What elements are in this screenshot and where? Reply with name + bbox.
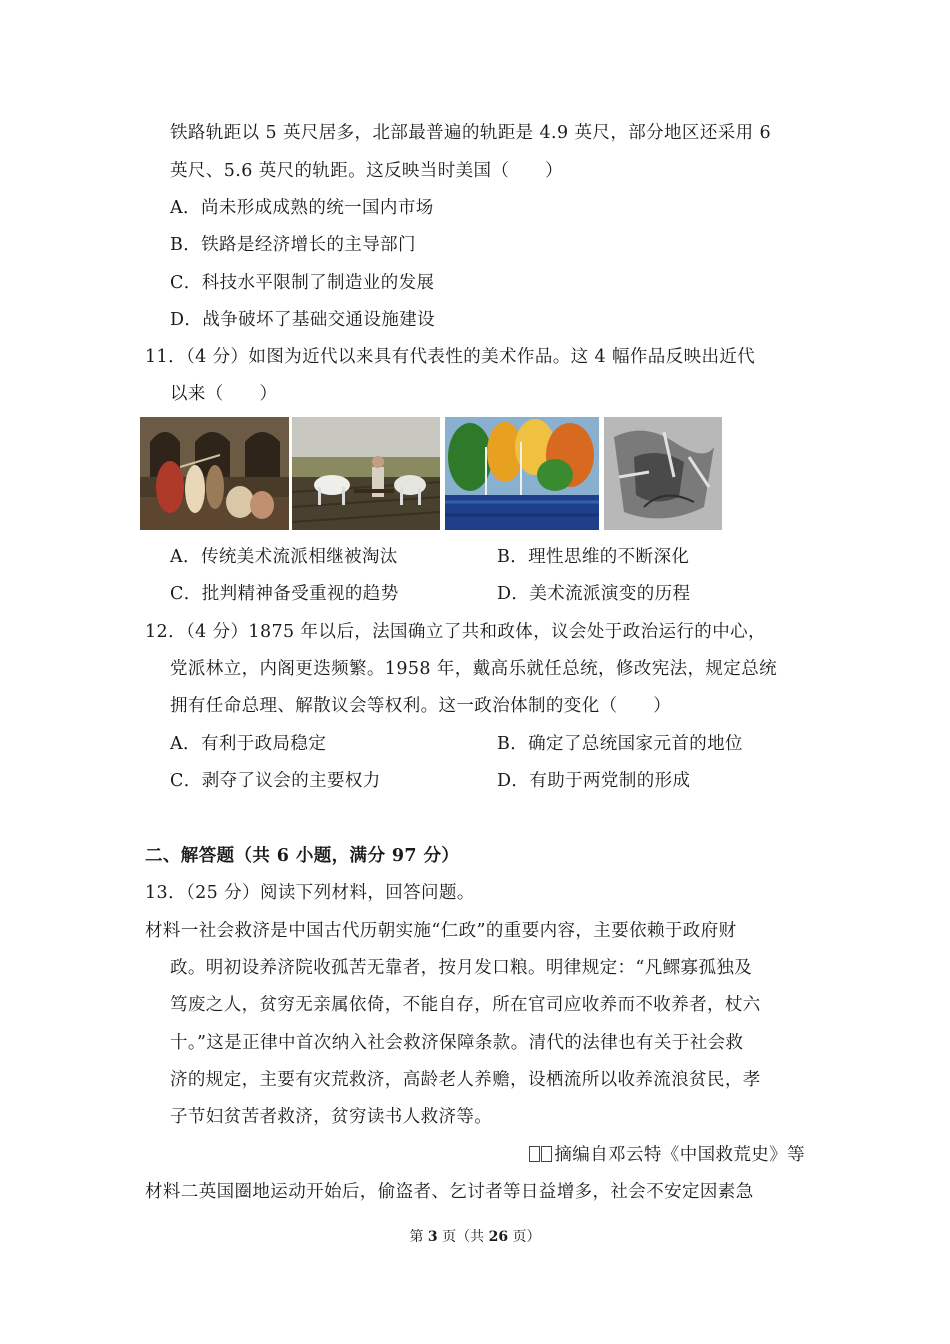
q13-material1-line-3: 笃废之人，贫穷无亲属依倚，不能自存，所在官司应收养而不收养者，杖六: [170, 995, 761, 1015]
total-pages: 26: [488, 1229, 509, 1245]
q11-stem-line-2: 以来（ ）: [170, 384, 278, 404]
q11-option-c: C．批判精神备受重视的趋势: [170, 584, 399, 604]
q12-option-d: D．有助于两党制的形成: [497, 771, 691, 791]
q13-material1-line-2: 政。明初设养济院收孤苦无靠者，按月发口粮。明律规定：“凡鳏寡孤独及: [170, 958, 753, 978]
q13-material1-line-4: 十。”这是正律中首次纳入社会救济保障条款。清代的法律也有关于社会救: [170, 1033, 744, 1053]
q12-option-b: B．确定了总统国家元首的地位: [497, 734, 743, 754]
q12-option-c: C．剥夺了议会的主要权力: [170, 771, 381, 791]
q10-option-b: B．铁路是经济增长的主导部门: [170, 235, 416, 255]
q13-material1-line-6: 子节妇贫苦者救济，贫穷读书人救济等。: [170, 1107, 493, 1127]
q13-material1-line-1: 材料一社会救济是中国古代历朝实施“仁政”的重要内容，主要依赖于政府财: [145, 921, 737, 941]
missing-glyph-icon: [541, 1146, 552, 1162]
q13-material2-line-1: 材料二英国圈地运动开始后，偷盗者、乞讨者等日益增多，社会不安定因素急: [145, 1182, 754, 1202]
q10-stem-line-1: 铁路轨距以 5 英尺居多，北部最普遍的轨距是 4.9 英尺，部分地区还采用 6: [170, 123, 772, 143]
q10-stem-line-2: 英尺、5.6 英尺的轨距。这反映当时美国（ ）: [170, 161, 563, 181]
artwork-autumn-forest-painting: [445, 417, 599, 530]
q12-stem-line-2: 党派林立，内阁更迭频繁。1958 年，戴高乐就任总统，修改宪法，规定总统: [170, 659, 777, 679]
q12-stem-line-3: 拥有任命总理、解散议会等权利。这一政治体制的变化（ ）: [170, 696, 672, 716]
q12-option-a: A．有利于政局稳定: [170, 734, 327, 754]
page-number: 3: [427, 1229, 438, 1245]
q11-option-b: B．理性思维的不断深化: [497, 547, 690, 567]
artwork-abstract-painting: [604, 417, 722, 530]
q11-option-d: D．美术流派演变的历程: [497, 584, 691, 604]
artwork-plowing-field-painting: [292, 417, 440, 530]
q11-stem-line-1: 11．（4 分）如图为近代以来具有代表性的美术作品。这 4 幅作品反映出近代: [145, 347, 756, 367]
q11-option-a: A．传统美术流派相继被淘汰: [170, 547, 398, 567]
q13-material1-line-5: 济的规定，主要有灾荒救济，高龄老人养赡，设栖流所以收养流浪贫民，孝: [170, 1070, 761, 1090]
q10-option-d: D．战争破坏了基础交通设施建设: [170, 310, 436, 330]
q13-intro: 13．（25 分）阅读下列材料，回答问题。: [145, 883, 475, 903]
section-heading: 二、解答题（共 6 小题，满分 97 分）: [145, 846, 460, 866]
page-footer: 第 3 页（共 26 页）: [409, 1229, 541, 1245]
missing-glyph-icon: [529, 1146, 540, 1162]
q10-option-c: C．科技水平限制了制造业的发展: [170, 273, 435, 293]
q12-stem-line-1: 12．（4 分）1875 年以后，法国确立了共和政体，议会处于政治运行的中心，: [145, 622, 766, 642]
q10-option-a: A．尚未形成成熟的统一国内市场: [170, 198, 434, 218]
q13-source-citation: 摘编自邓云特《中国救荒史》等: [529, 1144, 805, 1166]
artwork-neoclassical-painting: [140, 417, 289, 530]
